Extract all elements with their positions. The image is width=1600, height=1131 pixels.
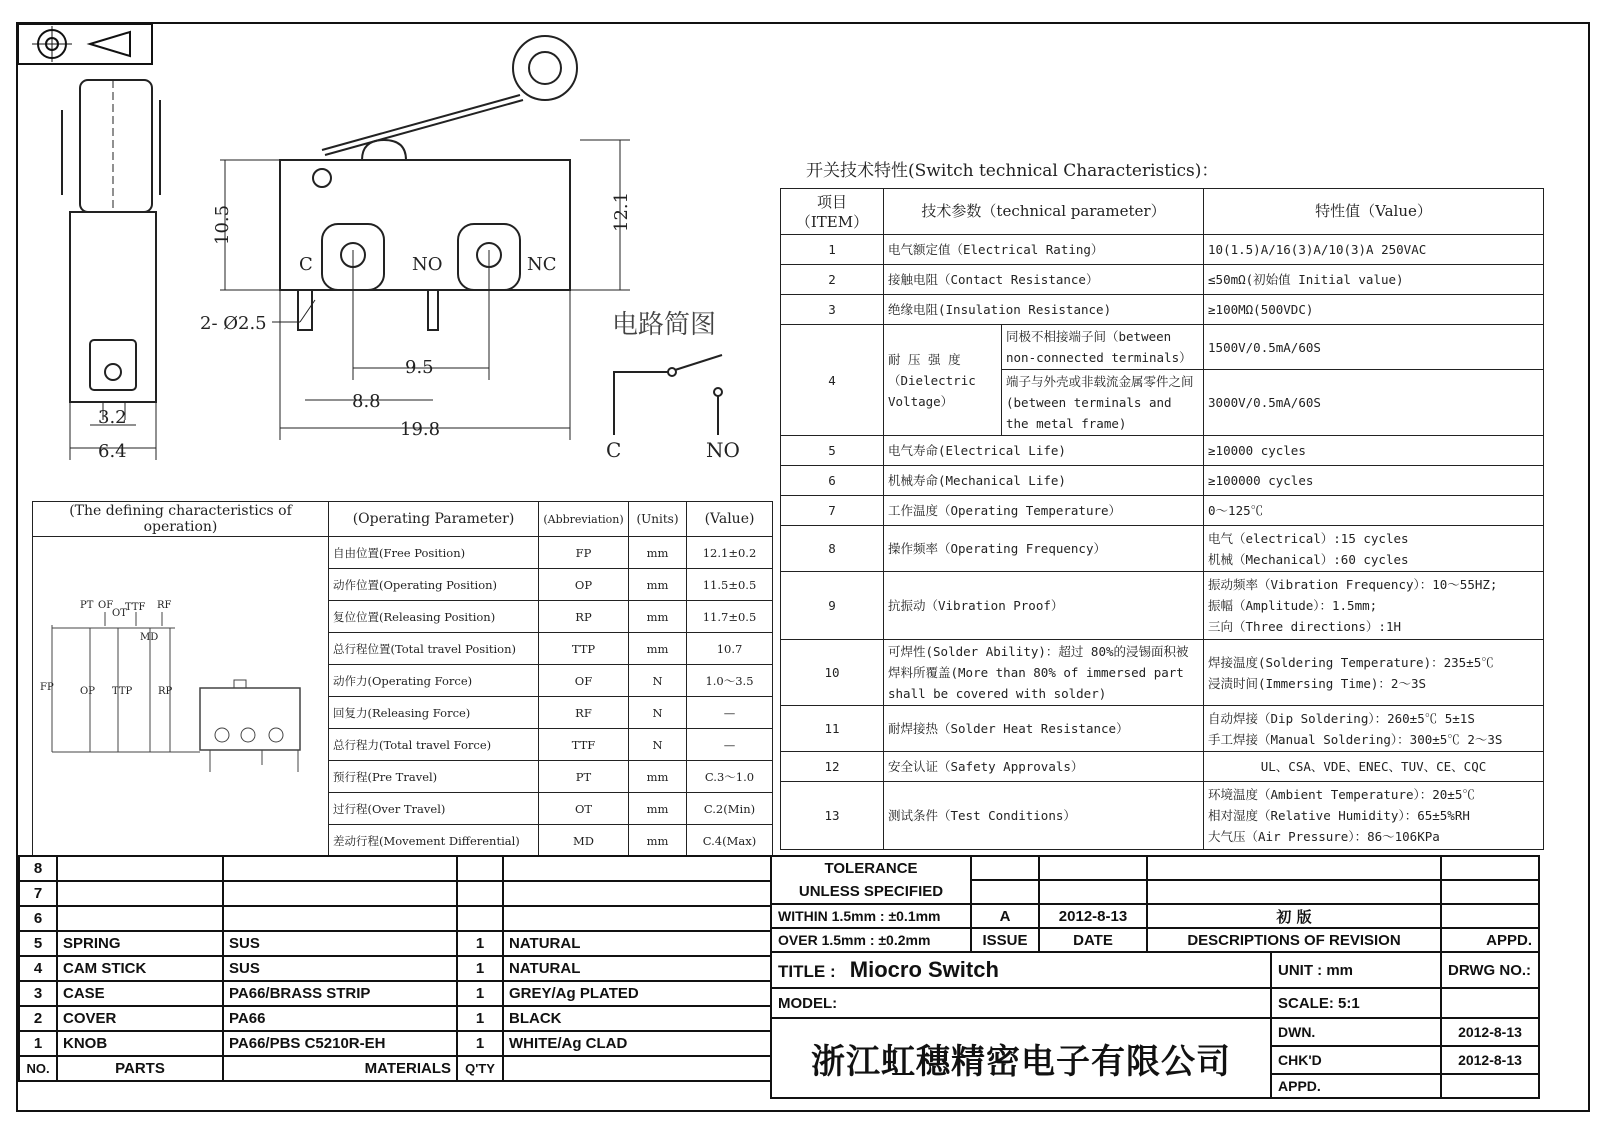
mini-op-label: OP: [80, 686, 95, 697]
op-value: C.4(Max): [687, 825, 773, 857]
spec-param: 安全认证（Safety Approvals）: [884, 752, 1204, 782]
company-cell: [771, 1018, 1271, 1098]
terminal-nc-label: NC: [527, 254, 557, 275]
op-value: —: [687, 729, 773, 761]
revision-description: 初 版: [1147, 904, 1441, 928]
mini-ttp-label: TTP: [112, 686, 133, 697]
spec-item: 5: [781, 436, 884, 466]
bom-material: [223, 856, 457, 881]
bom-finish: NATURAL: [503, 956, 771, 981]
op-value: 11.7±0.5: [687, 601, 773, 633]
bom-finish: GREY/Ag PLATED: [503, 981, 771, 1006]
dim-9-5: 9.5: [405, 357, 434, 378]
spec-row: [781, 752, 1544, 782]
op-header-value: (Value): [687, 502, 773, 537]
op-header-defining: (The defining characteristics of operation): [33, 502, 329, 537]
spec-row: [781, 295, 1544, 325]
spec-value: ≥100MΩ(500VDC): [1204, 295, 1544, 325]
tb-row: [771, 904, 1539, 928]
bom-qty: 1: [457, 956, 503, 981]
spec-row: [781, 526, 1544, 572]
spec-value: UL、CSA、VDE、ENEC、TUV、CE、CQC: [1204, 752, 1544, 782]
bom-qty: 1: [457, 981, 503, 1006]
appd-signoff-label: APPD.: [1271, 1074, 1441, 1098]
bom-header-parts: PARTS: [57, 1056, 223, 1081]
model-label: MODEL:: [771, 988, 1271, 1018]
spec-item: 6: [781, 466, 884, 496]
op-param: 过行程(Over Travel): [329, 793, 539, 825]
bom-qty: 1: [457, 1006, 503, 1031]
circuit-diagram: [614, 355, 722, 435]
spec-param: 抗振动（Vibration Proof）: [884, 572, 1204, 640]
op-abbr: MD: [539, 825, 629, 857]
bom-no: 6: [19, 906, 57, 931]
operating-table: [32, 501, 773, 857]
bom-no: 2: [19, 1006, 57, 1031]
spec-value: ≤50mΩ(初始值 Initial value): [1204, 265, 1544, 295]
dim-6-4: 6.4: [98, 441, 127, 462]
tb-row: [771, 928, 1539, 952]
bom-header-no: NO.: [19, 1056, 57, 1081]
spec-param: 测试条件（Test Conditions）: [884, 782, 1204, 850]
bom-material: SUS: [223, 931, 457, 956]
bom-qty: [457, 856, 503, 881]
bom-footer-row: [19, 1056, 771, 1081]
spec-title: 开关技术特性(Switch technical Characteristics)：: [806, 161, 1219, 181]
spec-value: 自动焊接（Dip Soldering）：260±5℃ 5±1S 手工焊接（Manual Soldering）：300±5℃ 2～3S: [1204, 706, 1544, 752]
op-unit: mm: [629, 633, 687, 665]
bom-part: SPRING: [57, 931, 223, 956]
bom-material: PA66/PBS C5210R-EH: [223, 1031, 457, 1056]
bom-material: [223, 881, 457, 906]
bom-material: SUS: [223, 956, 457, 981]
spec-value: 振动频率（Vibration Frequency）：10～55HZ; 振幅（Amplitude）：1.5mm; 三向（Three directions）:1H: [1204, 572, 1544, 640]
side-view: [62, 80, 160, 460]
spec-row: [781, 265, 1544, 295]
title-label: TITLE :: [778, 962, 836, 981]
dim-hole-diameter: 2- Ø2.5: [200, 313, 267, 334]
op-unit: mm: [629, 569, 687, 601]
bom-part: COVER: [57, 1006, 223, 1031]
op-unit: N: [629, 665, 687, 697]
bom-material: PA66/BRASS STRIP: [223, 981, 457, 1006]
date-label: DATE: [1039, 928, 1147, 952]
bom-no: 7: [19, 881, 57, 906]
bom-part: CAM STICK: [57, 956, 223, 981]
spec-item: 3: [781, 295, 884, 325]
spec-param: 绝缘电阻(Insulation Resistance): [884, 295, 1204, 325]
spec-param: 操作频率（Operating Frequency）: [884, 526, 1204, 572]
spec-value: 环境温度（Ambient Temperature）：20±5℃ 相对湿度（Relative Humidity）：65±5%RH 大气压（Air Pressure）：86～106KPa: [1204, 782, 1544, 850]
dim-19-8: 19.8: [400, 419, 441, 440]
op-unit: mm: [629, 761, 687, 793]
op-value: 12.1±0.2: [687, 537, 773, 569]
op-value: C.2(Min): [687, 793, 773, 825]
bom-qty: 1: [457, 1031, 503, 1056]
spec-row: [781, 572, 1544, 640]
spec-row: [781, 496, 1544, 526]
spec-item: 1: [781, 235, 884, 265]
tolerance-label: TOLERANCE: [771, 856, 971, 880]
op-param: 复位位置(Releasing Position): [329, 601, 539, 633]
op-abbr: OF: [539, 665, 629, 697]
spec-param: 电气额定值（Electrical Rating）: [884, 235, 1204, 265]
op-param: 预行程(Pre Travel): [329, 761, 539, 793]
op-abbr: RP: [539, 601, 629, 633]
spec-param: 耐焊接热（Solder Heat Resistance）: [884, 706, 1204, 752]
bom-table: [18, 855, 772, 1082]
spec-row: [781, 706, 1544, 752]
op-unit: mm: [629, 793, 687, 825]
op-unit: mm: [629, 537, 687, 569]
drawing-number-label: DRWG NO.:: [1441, 952, 1539, 988]
spec-header-row: [781, 189, 1544, 235]
tb-row: [771, 988, 1539, 1018]
bom-no: 3: [19, 981, 57, 1006]
bom-part: KNOB: [57, 1031, 223, 1056]
op-unit: mm: [629, 825, 687, 857]
dim-8-8: 8.8: [352, 391, 381, 412]
bom-header-qty: Q'TY: [457, 1056, 503, 1081]
unit-label: UNIT : mm: [1271, 952, 1441, 988]
dim-3-2: 3.2: [98, 407, 127, 428]
spec-item: 2: [781, 265, 884, 295]
spec-item: 12: [781, 752, 884, 782]
op-param: 差动行程(Movement Differential): [329, 825, 539, 857]
bom-no: 1: [19, 1031, 57, 1056]
op-header-parameter: (Operating Parameter): [329, 502, 539, 537]
mini-fp-label: FP: [40, 682, 54, 693]
bom-row: [19, 856, 771, 881]
spec-row: [781, 782, 1544, 850]
tolerance-over: OVER 1.5mm : ±0.2mm: [771, 928, 971, 952]
dwn-label: DWN.: [1271, 1018, 1441, 1046]
spec-item: 7: [781, 496, 884, 526]
op-value: C.3～1.0: [687, 761, 773, 793]
bom-finish: [503, 906, 771, 931]
op-param: 动作位置(Operating Position): [329, 569, 539, 601]
op-value: 10.7: [687, 633, 773, 665]
spec-value: 10(1.5)A/16(3)A/10(3)A 250VAC: [1204, 235, 1544, 265]
bom-no: 4: [19, 956, 57, 981]
spec-param: 接触电阻（Contact Resistance）: [884, 265, 1204, 295]
mini-ot-label: OT: [112, 608, 127, 619]
spec-value: ≥10000 cycles: [1204, 436, 1544, 466]
spec-param: 机械寿命(Mechanical Life): [884, 466, 1204, 496]
spec-param: 耐 压 强 度 （Dielectric Voltage）: [884, 325, 1002, 436]
bom-no: 5: [19, 931, 57, 956]
tb-row: [771, 1018, 1539, 1046]
bom-row: [19, 931, 771, 956]
op-abbr: TTP: [539, 633, 629, 665]
spec-value: 焊接温度(Soldering Temperature)：235±5℃ 浸渍时间(Immersing Time)：2～3S: [1204, 640, 1544, 706]
bom-row: [19, 906, 771, 931]
bom-finish: WHITE/Ag CLAD: [503, 1031, 771, 1056]
op-param: 总行程位置(Total travel Position): [329, 633, 539, 665]
projection-cone-icon: [90, 32, 130, 56]
front-view: [220, 36, 630, 440]
bom-finish: BLACK: [503, 1006, 771, 1031]
bom-finish: NATURAL: [503, 931, 771, 956]
mini-rf-label: RF: [157, 600, 172, 611]
op-abbr: RF: [539, 697, 629, 729]
dwn-date: 2012-8-13: [1441, 1018, 1539, 1046]
op-diagram-cell: [33, 537, 329, 857]
bom-row: [19, 1031, 771, 1056]
bom-part: [57, 881, 223, 906]
op-header-units: (Units): [629, 502, 687, 537]
op-abbr: OP: [539, 569, 629, 601]
unless-specified-label: UNLESS SPECIFIED: [771, 880, 971, 904]
spec-item: 10: [781, 640, 884, 706]
op-value: —: [687, 697, 773, 729]
spec-param: 电气寿命(Electrical Life): [884, 436, 1204, 466]
spec-header-item: 项目 （ITEM）: [781, 189, 884, 235]
spec-value: 0～125℃: [1204, 496, 1544, 526]
company-name: 浙江虹穗精密电子有限公司: [811, 1041, 1231, 1082]
op-value: 1.0～3.5: [687, 665, 773, 697]
op-param: 回复力(Releasing Force): [329, 697, 539, 729]
mini-pt-label: PT: [80, 600, 94, 611]
bom-finish: [503, 881, 771, 906]
op-param: 自由位置(Free Position): [329, 537, 539, 569]
op-abbr: PT: [539, 761, 629, 793]
mini-ttf-label: TTF: [125, 602, 146, 613]
dim-12-1: 12.1: [611, 191, 632, 232]
bom-row: [19, 881, 771, 906]
op-header-abbreviation: (Abbreviation): [539, 502, 629, 537]
bom-qty: [457, 906, 503, 931]
bom-qty: [457, 881, 503, 906]
spec-value: 3000V/0.5mA/60S: [1204, 370, 1544, 436]
spec-row: [781, 640, 1544, 706]
bom-material: PA66: [223, 1006, 457, 1031]
op-abbr: OT: [539, 793, 629, 825]
title-block: [770, 855, 1540, 1099]
mini-rp-label: RP: [158, 686, 173, 697]
scale-label: SCALE: 5:1: [1271, 988, 1441, 1018]
spec-item: 11: [781, 706, 884, 752]
tb-row: [771, 880, 1539, 904]
bom-part: CASE: [57, 981, 223, 1006]
spec-item: 4: [781, 325, 884, 436]
bom-finish: [503, 856, 771, 881]
op-value: 11.5±0.5: [687, 569, 773, 601]
bom-part: [57, 906, 223, 931]
revision-letter: A: [971, 904, 1039, 928]
tolerance-within: WITHIN 1.5mm : ±0.1mm: [771, 904, 971, 928]
tb-row: [771, 952, 1539, 988]
op-unit: mm: [629, 601, 687, 633]
op-abbr: FP: [539, 537, 629, 569]
bom-header-materials: MATERIALS: [223, 1056, 457, 1081]
bom-material: [223, 906, 457, 931]
op-unit: N: [629, 697, 687, 729]
tb-row: [771, 856, 1539, 880]
terminal-c-label: C: [299, 254, 313, 275]
op-row: [33, 537, 773, 569]
issue-label: ISSUE: [971, 928, 1039, 952]
spec-subparam: 端子与外壳或非载流金属零件之间(between terminals and the metal frame): [1002, 370, 1204, 436]
spec-param: 工作温度（Operating Temperature）: [884, 496, 1204, 526]
chkd-label: CHK'D: [1271, 1046, 1441, 1074]
op-abbr: TTF: [539, 729, 629, 761]
circuit-title: 电路简图: [612, 310, 717, 340]
bom-row: [19, 1006, 771, 1031]
spec-header-value: 特性值（Value）: [1204, 189, 1544, 235]
spec-subparam: 同极不相接端子间（between non-connected terminals）: [1002, 325, 1204, 370]
spec-row: [781, 325, 1544, 370]
spec-value: 电气（electrical）:15 cycles 机械（Mechanical）:60 cycles: [1204, 526, 1544, 572]
spec-item: 8: [781, 526, 884, 572]
op-param: 总行程力(Total travel Force): [329, 729, 539, 761]
mini-md-label: MD: [140, 632, 159, 643]
op-header-row: [33, 502, 773, 537]
bom-row: [19, 956, 771, 981]
spec-row: [781, 466, 1544, 496]
mini-of-label: OF: [98, 600, 114, 611]
spec-row: [781, 235, 1544, 265]
bom-row: [19, 981, 771, 1006]
appd-label: APPD.: [1441, 928, 1539, 952]
spec-param: 可焊性(Solder Ability)：超过 80%的浸锡面积被焊料所覆盖(More than 80% of immersed part shall be covered with solder): [884, 640, 1204, 706]
spec-value: 1500V/0.5mA/60S: [1204, 325, 1544, 370]
spec-header-param: 技术参数（technical parameter）: [884, 189, 1204, 235]
bom-header-empty: [503, 1056, 771, 1081]
bom-part: [57, 856, 223, 881]
spec-item: 13: [781, 782, 884, 850]
spec-table: [780, 188, 1544, 850]
circuit-c-label: C: [606, 438, 622, 462]
bom-qty: 1: [457, 931, 503, 956]
op-unit: N: [629, 729, 687, 761]
descriptions-label: DESCRIPTIONS OF REVISION: [1147, 928, 1441, 952]
title-value: Miocro Switch: [849, 957, 999, 982]
terminal-no-label: NO: [412, 254, 443, 275]
revision-date: 2012-8-13: [1039, 904, 1147, 928]
circuit-no-label: NO: [706, 438, 740, 462]
spec-row: [781, 436, 1544, 466]
dim-10-5: 10.5: [212, 204, 233, 245]
spec-value: ≥100000 cycles: [1204, 466, 1544, 496]
spec-item: 9: [781, 572, 884, 640]
op-param: 动作力(Operating Force): [329, 665, 539, 697]
bom-no: 8: [19, 856, 57, 881]
chkd-date: 2012-8-13: [1441, 1046, 1539, 1074]
